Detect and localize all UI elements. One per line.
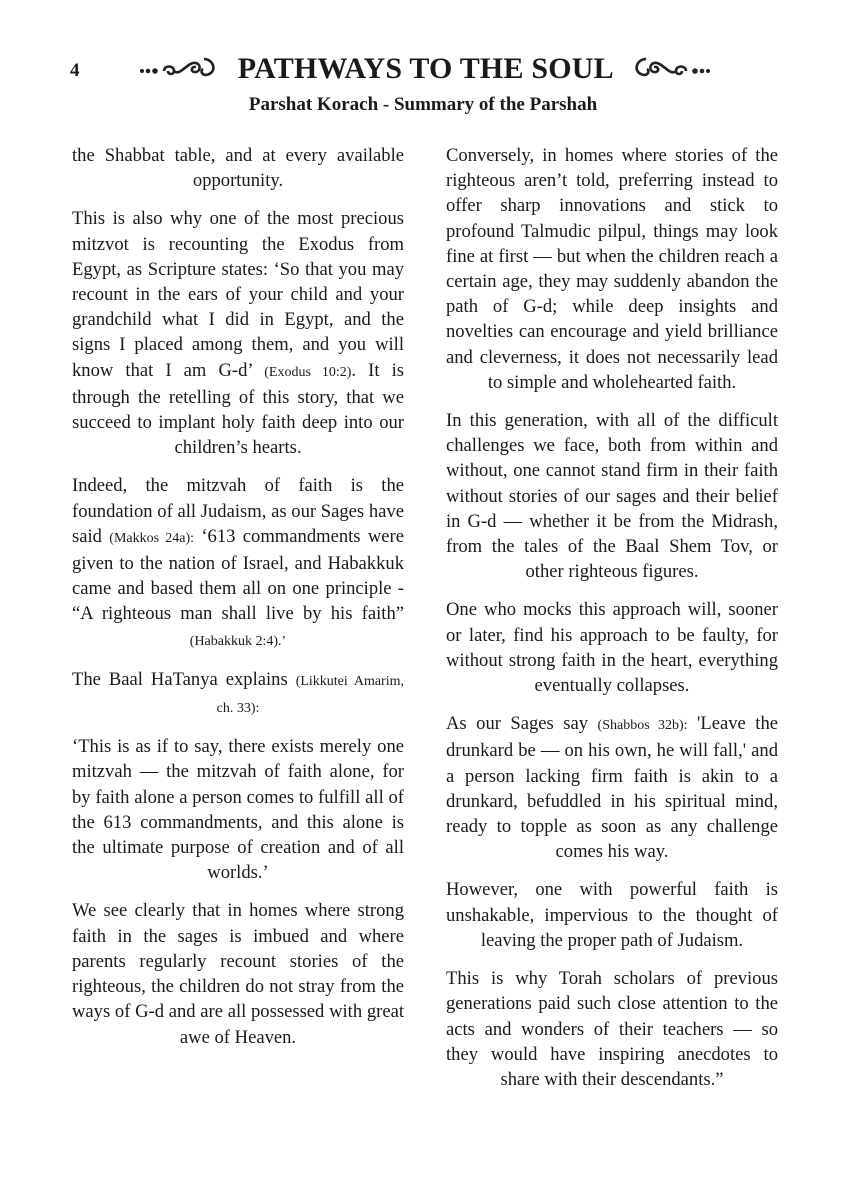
text: 'Leave the drunkard be — on his own, he will fall,' and a person lacking firm faith is akin to a drunkard, befuddled in his spiritual mind, ready to topple as soon as any challenge comes his way. xyxy=(446,713,778,863)
text: As our Sages say xyxy=(446,713,598,735)
citation: (Habakkuk 2:4).’ xyxy=(189,633,287,649)
paragraph: Conversely, in homes where stories of the righteous aren’t told, preferring instead to offer sharp innovations and stick to profound Talmudic pilpul, things may look fine at first — but when the children reach a certain age, they may suddenly abandon the path of G-d; while deep insights and novelties can encourage and yield brilliance and cleverness, it does not necessarily lead to simple and wholehearted faith. xyxy=(446,145,778,393)
paragraph: the Shabbat table, and at every available opportunity. xyxy=(72,145,404,192)
paragraph: This is why Torah scholars of previous generations paid such close attention to the acts and wonders of their teachers — so they would have inspiring anecdotes to share with their descendants.” xyxy=(446,968,778,1090)
right-column xyxy=(446,143,778,1105)
text: Indeed, the mitzvah of faith is the foundation of all Judaism, as our Sages have said xyxy=(72,475,404,547)
ornament-right-icon xyxy=(620,54,712,88)
page-number: 4 xyxy=(70,60,80,81)
paragraph xyxy=(72,473,404,653)
paragraph xyxy=(72,667,404,721)
publication-title: PATHWAYS TO THE SOUL xyxy=(237,52,613,85)
citation: (Makkos 24a): xyxy=(109,530,195,546)
paragraph: One who mocks this approach will, sooner or later, find his approach to be faulty, for without strong faith in the heart, everything eventually collapses. xyxy=(446,599,778,697)
citation: (Likkutei Amarim, ch. 33): xyxy=(216,673,404,717)
text: The Baal HaTanya explains xyxy=(72,668,296,690)
paragraph: We see clearly that in homes where strong faith in the sages is imbued and where parents regularly recount stories of the righteous, the children do not stray from the ways of G-d and are all possessed with great awe of Heaven. xyxy=(72,900,404,1048)
paragraph xyxy=(446,711,778,864)
paragraph xyxy=(72,206,404,460)
citation: (Shabbos 32b): xyxy=(597,718,688,734)
page-header xyxy=(130,52,720,88)
text: ‘613 commandments were given to the nation of Israel, and Habakkuk came and based them all on one principle - “A righteous man shall live by his faith” xyxy=(72,525,404,625)
left-column xyxy=(72,143,404,1063)
text: This is also why one of the most precious mitzvot is recounting the Exodus from Egypt, as Scripture states: ‘So that you may recount in the ears of your child and your grandchild what I did in Egypt, and the signs I placed among them, and you will know that I am G-d’ xyxy=(72,208,404,381)
text: . It is through the retelling of this story, that we succeed to implant holy faith deep into our children’s hearts. xyxy=(72,359,404,459)
paragraph: However, one with powerful faith is unshakable, impervious to the thought of leaving the proper path of Judaism. xyxy=(446,879,778,951)
ornament-left-icon xyxy=(138,54,230,88)
citation: (Exodus 10:2) xyxy=(264,364,352,380)
page-subtitle: Parshat Korach - Summary of the Parshah xyxy=(248,94,598,115)
paragraph: In this generation, with all of the difficult challenges we face, both from within and without, one cannot stand firm in their faith without stories of our sages and their belief in G-d — whether it be from the Midrash, from the tales of the Baal Shem Tov, or other righteous figures. xyxy=(446,410,778,583)
paragraph: ‘This is as if to say, there exists merely one mitzvah — the mitzvah of faith alone, for by faith alone a person comes to fulfill all of the 613 commandments, and this alone is the ultimate purpose of creation and of all worlds.’ xyxy=(72,736,404,884)
